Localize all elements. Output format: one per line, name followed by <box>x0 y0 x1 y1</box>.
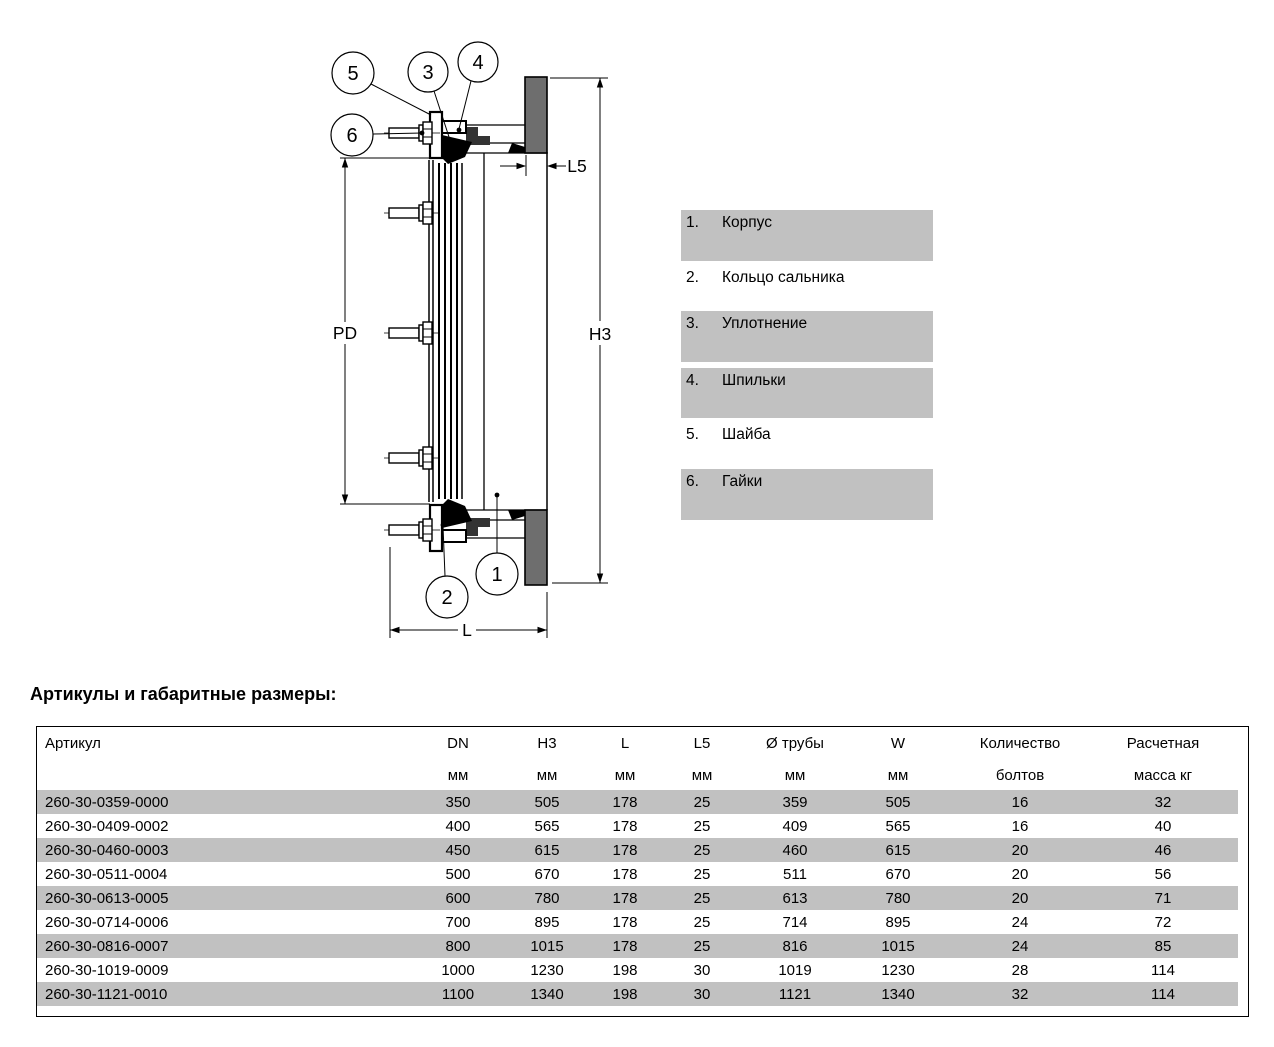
callout-6-label: 6 <box>346 125 358 147</box>
dim-pd-label: PD <box>332 323 358 343</box>
table-row <box>37 886 1238 910</box>
value-cell: 1340 <box>881 985 915 1003</box>
value-cell: 28 <box>1011 961 1029 979</box>
value-cell: 615 <box>534 841 560 859</box>
value-cell: 511 <box>783 865 807 883</box>
column-header-5: Ø трубы <box>766 735 824 752</box>
value-cell: 505 <box>885 793 911 811</box>
value-cell: 25 <box>693 817 711 835</box>
bolt <box>384 322 440 344</box>
article-cell: 260-30-1121-0010 <box>45 985 168 1003</box>
value-cell: 114 <box>1151 961 1175 979</box>
value-cell: 670 <box>885 865 911 883</box>
legend-item-number: 5. <box>686 426 699 443</box>
value-cell: 1000 <box>441 961 475 979</box>
value-cell: 615 <box>885 841 911 859</box>
value-cell: 409 <box>782 817 808 835</box>
column-unit-8: масса кг <box>1133 766 1193 784</box>
table-row <box>37 838 1238 862</box>
value-cell: 32 <box>1154 793 1172 811</box>
column-header-0: Артикул <box>45 735 101 752</box>
value-cell: 500 <box>445 865 471 883</box>
article-cell: 260-30-0816-0007 <box>45 937 169 955</box>
column-header-2: H3 <box>537 735 557 752</box>
legend-item-label: Шайба <box>722 426 771 443</box>
article-cell: 260-30-0714-0006 <box>45 913 169 931</box>
bolt <box>384 519 440 541</box>
legend-item-number: 2. <box>686 269 699 286</box>
legend-item-number: 6. <box>686 473 699 490</box>
bolt <box>384 202 440 224</box>
table-row <box>37 958 1238 982</box>
dimensions-table <box>37 727 1238 1006</box>
value-cell: 24 <box>1011 913 1029 931</box>
value-cell: 46 <box>1154 841 1172 859</box>
column-header-8: Расчетная <box>1126 735 1200 752</box>
column-unit-5: мм <box>784 766 806 784</box>
value-cell: 359 <box>782 793 808 811</box>
value-cell: 800 <box>445 937 471 955</box>
legend-item-4 <box>681 368 933 418</box>
value-cell: 600 <box>445 889 471 907</box>
article-cell: 260-30-1019-0009 <box>45 961 169 979</box>
table-body <box>37 790 1238 1006</box>
value-cell: 20 <box>1011 865 1029 883</box>
value-cell: 25 <box>693 889 711 907</box>
value-cell: 30 <box>693 985 711 1003</box>
value-cell: 1019 <box>778 961 812 979</box>
legend-item-number: 4. <box>686 372 699 389</box>
legend-item-1 <box>681 210 933 261</box>
value-cell: 198 <box>612 961 638 979</box>
column-header-3: L <box>620 735 630 752</box>
value-cell: 20 <box>1011 889 1029 907</box>
table-row <box>37 790 1238 814</box>
value-cell: 25 <box>693 841 711 859</box>
value-cell: 895 <box>885 913 911 931</box>
bolt <box>384 447 440 469</box>
legend-item-label: Шпильки <box>722 372 786 389</box>
value-cell: 1230 <box>530 961 564 979</box>
value-cell: 505 <box>534 793 560 811</box>
column-unit-0 <box>37 760 414 790</box>
value-cell: 816 <box>782 937 808 955</box>
value-cell: 613 <box>782 889 808 907</box>
article-cell: 260-30-0613-0005 <box>45 889 169 907</box>
legend-item-2 <box>681 265 933 305</box>
value-cell: 178 <box>612 937 638 955</box>
article-cell: 260-30-0460-0003 <box>45 841 169 859</box>
legend-item-6 <box>681 469 933 520</box>
legend-item-label: Корпус <box>722 214 772 231</box>
value-cell: 16 <box>1011 817 1029 835</box>
column-unit-7: болтов <box>995 766 1045 784</box>
table-row <box>37 862 1238 886</box>
value-cell: 1230 <box>881 961 915 979</box>
dim-h3-label: H3 <box>588 324 612 344</box>
callout-4-label: 4 <box>472 52 484 74</box>
dim-l5 <box>500 155 587 176</box>
top-wall-flange <box>525 77 547 153</box>
pipe-body <box>429 152 547 510</box>
value-cell: 780 <box>534 889 560 907</box>
value-cell: 780 <box>885 889 911 907</box>
value-cell: 24 <box>1011 937 1029 955</box>
value-cell: 714 <box>782 913 808 931</box>
article-cell: 260-30-0511-0004 <box>45 865 168 883</box>
value-cell: 1015 <box>881 937 915 955</box>
column-unit-3: мм <box>614 766 636 784</box>
value-cell: 178 <box>612 817 638 835</box>
article-cell: 260-30-0409-0002 <box>45 817 169 835</box>
value-cell: 85 <box>1154 937 1172 955</box>
weld-fillet <box>508 510 525 520</box>
column-header-4: L5 <box>693 735 711 752</box>
value-cell: 1340 <box>530 985 564 1003</box>
value-cell: 56 <box>1154 865 1172 883</box>
table-head <box>37 727 1238 790</box>
dimensions-table-frame <box>36 726 1249 1017</box>
value-cell: 400 <box>445 817 471 835</box>
value-cell: 450 <box>445 841 471 859</box>
value-cell: 178 <box>612 793 638 811</box>
table-row <box>37 982 1238 1006</box>
column-header-1: DN <box>447 735 469 752</box>
weld-fillet <box>508 143 525 153</box>
table-row <box>37 814 1238 838</box>
section-title: Артикулы и габаритные размеры: <box>30 684 337 704</box>
dim-l5-label: L5 <box>567 156 587 176</box>
value-cell: 72 <box>1154 913 1172 931</box>
legend-item-number: 1. <box>686 214 699 231</box>
column-unit-1: мм <box>447 766 469 784</box>
legend-item-5 <box>681 422 933 462</box>
value-cell: 25 <box>693 865 711 883</box>
column-header-7: Количество <box>979 735 1061 752</box>
legend-item-label: Гайки <box>722 473 763 490</box>
legend-item-label: Уплотнение <box>722 315 808 332</box>
legend-item-3 <box>681 311 933 362</box>
value-cell: 25 <box>693 937 711 955</box>
value-cell: 670 <box>534 865 560 883</box>
callout-3-label: 3 <box>422 62 434 84</box>
value-cell: 350 <box>445 793 471 811</box>
value-cell: 1100 <box>441 985 475 1003</box>
table-row <box>37 910 1238 934</box>
table-row <box>37 934 1238 958</box>
bottom-wall-flange <box>525 510 547 585</box>
technical-drawing <box>0 0 660 660</box>
value-cell: 25 <box>693 793 711 811</box>
value-cell: 25 <box>693 913 711 931</box>
value-cell: 895 <box>534 913 560 931</box>
value-cell: 700 <box>445 913 471 931</box>
column-header-6: W <box>890 735 906 752</box>
value-cell: 178 <box>612 865 638 883</box>
callout-5-label: 5 <box>347 63 359 85</box>
value-cell: 16 <box>1011 793 1029 811</box>
column-unit-2: мм <box>536 766 558 784</box>
dim-l <box>390 547 547 641</box>
legend-item-label: Кольцо сальника <box>722 269 845 286</box>
callout-2-label: 2 <box>441 587 453 609</box>
value-cell: 460 <box>782 841 808 859</box>
callout-4 <box>457 42 498 132</box>
callout-1 <box>476 493 518 595</box>
column-unit-4: мм <box>691 766 713 784</box>
value-cell: 40 <box>1154 817 1172 835</box>
legend-item-number: 3. <box>686 315 699 332</box>
callout-1-label: 1 <box>491 564 503 586</box>
dim-l-label: L <box>462 620 472 640</box>
value-cell: 198 <box>612 985 638 1003</box>
value-cell: 1015 <box>530 937 564 955</box>
value-cell: 30 <box>693 961 711 979</box>
value-cell: 178 <box>612 889 638 907</box>
column-unit-6: мм <box>887 766 909 784</box>
value-cell: 114 <box>1151 985 1175 1003</box>
value-cell: 32 <box>1011 985 1029 1003</box>
value-cell: 178 <box>612 841 638 859</box>
value-cell: 1121 <box>778 985 812 1003</box>
value-cell: 71 <box>1154 889 1172 907</box>
value-cell: 565 <box>885 817 911 835</box>
bolts <box>384 122 440 541</box>
dim-h3 <box>550 78 616 583</box>
value-cell: 178 <box>612 913 638 931</box>
article-cell: 260-30-0359-0000 <box>45 793 169 811</box>
value-cell: 565 <box>534 817 560 835</box>
value-cell: 20 <box>1011 841 1029 859</box>
